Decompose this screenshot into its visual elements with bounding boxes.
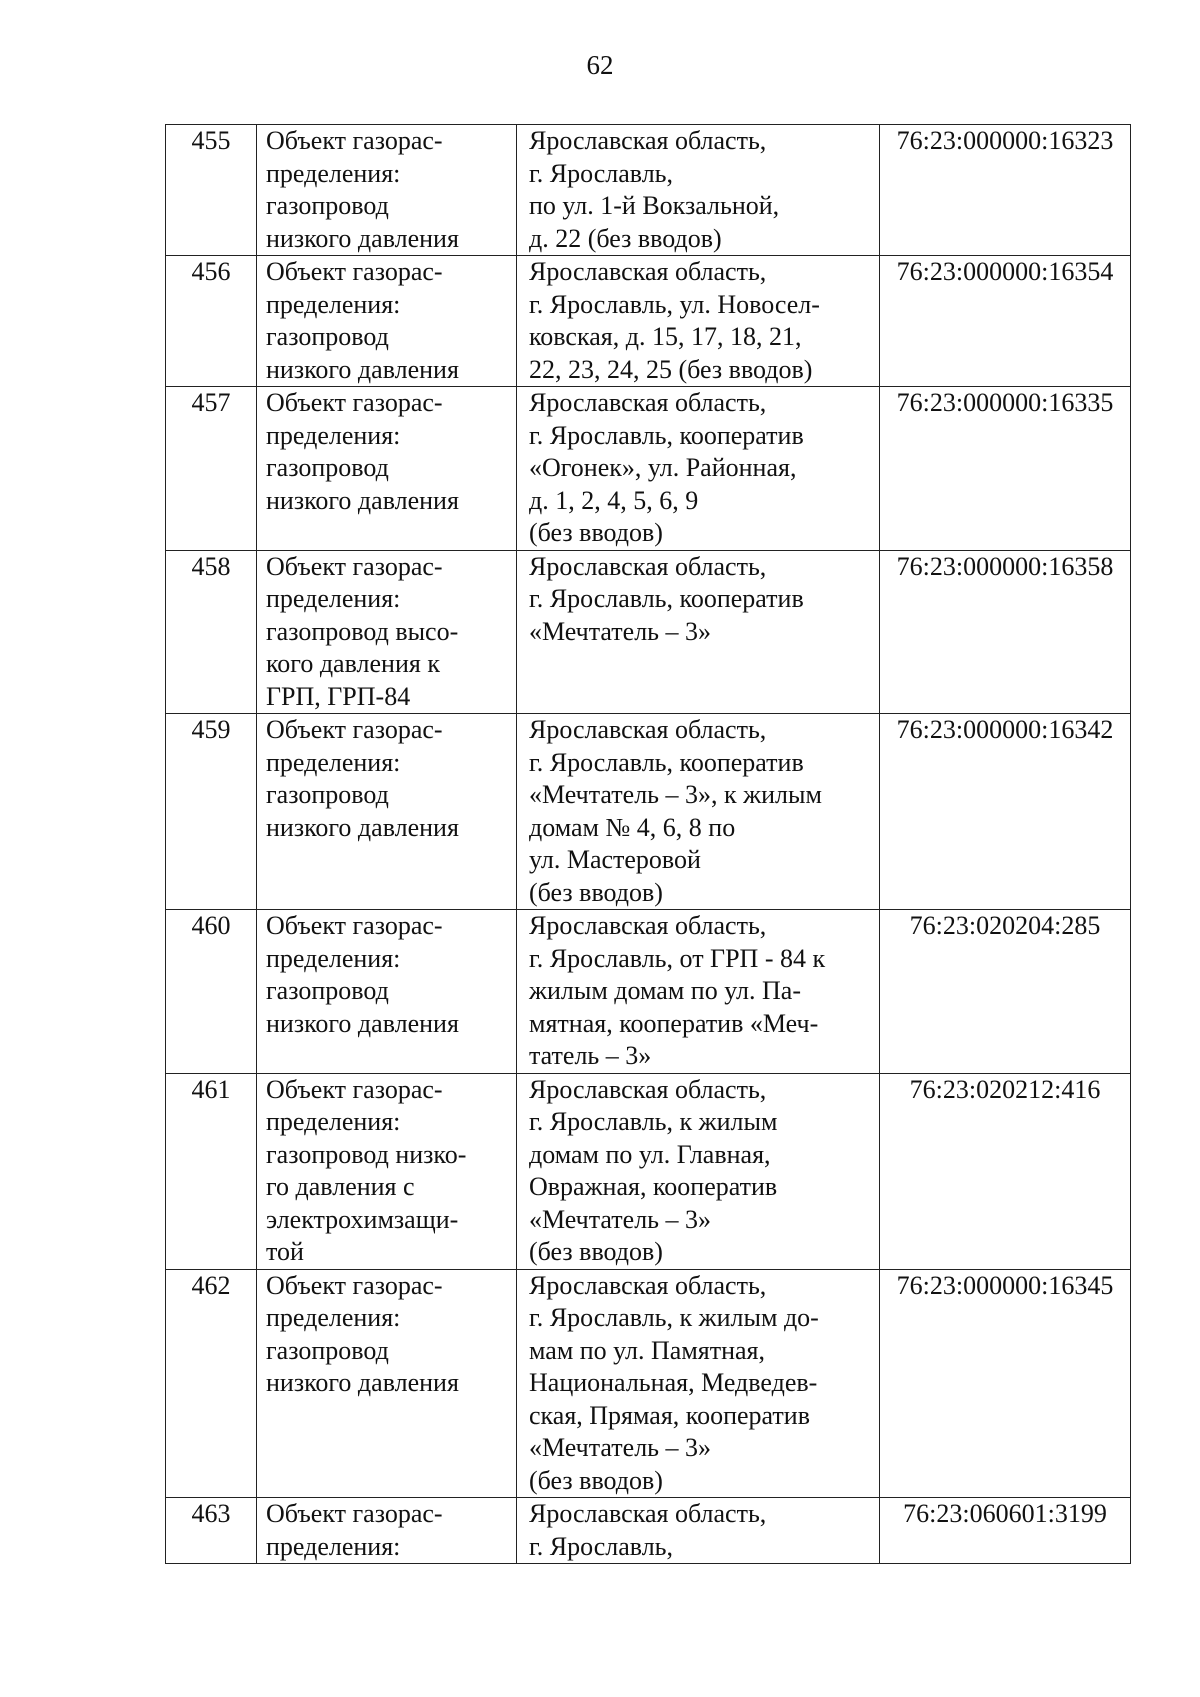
address-line: Ярославская область,: [529, 715, 767, 744]
address-line: (без вводов): [529, 877, 663, 907]
address-cell: [517, 1269, 880, 1498]
address-cell: [517, 910, 880, 1074]
table-row: [166, 1269, 1131, 1498]
table-body: [166, 125, 1131, 1564]
object-name-line: пределения:: [266, 747, 401, 777]
address-line: г. Ярославль,: [529, 1531, 674, 1561]
object-name-line: низкого давления: [266, 223, 459, 253]
address-line: (без вводов): [529, 1237, 663, 1266]
address-line: 22, 23, 24, 25 (без вводов): [529, 354, 813, 384]
address-line: ская, Прямая, кооператив: [529, 1400, 810, 1430]
address-line: Ярославская область,: [529, 388, 767, 417]
object-name-line: низкого давления: [266, 812, 459, 842]
row-number-cell: 460: [166, 910, 257, 1074]
address-cell: [517, 256, 880, 387]
page-number: 62: [586, 50, 614, 80]
address-line: «Мечтатель – 3», к жилым: [529, 780, 822, 809]
address-line: жилым домам по ул. Па-: [529, 976, 801, 1005]
object-name-cell: [257, 714, 517, 910]
object-name-line: Объект газорас-: [266, 1270, 443, 1300]
object-name-line: пределения:: [266, 289, 401, 319]
object-name-line: Объект газорас-: [266, 1074, 443, 1104]
address-line: (без вводов): [529, 1465, 663, 1495]
cadastral-number-cell: 76:23:000000:16345: [880, 1269, 1131, 1498]
object-name-line: газопровод: [266, 191, 389, 220]
object-name-line: пределения:: [266, 584, 401, 613]
row-number-cell: 455: [166, 125, 257, 256]
object-name-line: Объект газорас-: [266, 126, 443, 155]
object-name-line: Объект газорас-: [266, 257, 443, 286]
cadastral-number-cell: 76:23:020204:285: [880, 910, 1131, 1074]
object-name-line: го давления с: [266, 1172, 415, 1201]
object-name-line: низкого давления: [266, 354, 459, 384]
table-row: [166, 910, 1131, 1074]
table-row: [166, 1498, 1131, 1564]
address-line: д. 22 (без вводов): [529, 223, 722, 253]
object-name-line: низкого давления: [266, 485, 459, 515]
object-name-cell: [257, 1498, 517, 1564]
address-line: «Мечтатель – 3»: [529, 616, 712, 646]
address-cell: [517, 387, 880, 551]
row-number-cell: 459: [166, 714, 257, 910]
address-line: г. Ярославль, кооператив: [529, 584, 804, 613]
object-name-line: пределения:: [266, 1107, 401, 1136]
object-name-cell: [257, 387, 517, 551]
object-name-line: газопровод: [266, 976, 389, 1005]
table-row: [166, 550, 1131, 714]
object-name-line: газопровод: [266, 322, 389, 351]
address-line: «Мечтатель – 3»: [529, 1204, 712, 1234]
address-line: татель – 3»: [529, 1041, 652, 1070]
address-line: домам по ул. Главная,: [529, 1139, 771, 1169]
object-name-line: Объект газорас-: [266, 388, 443, 417]
cadastral-number-cell: 76:23:000000:16335: [880, 387, 1131, 551]
address-line: «Огонек», ул. Районная,: [529, 453, 797, 482]
table-row: [166, 125, 1131, 256]
row-number-cell: 463: [166, 1498, 257, 1564]
row-number-cell: 458: [166, 550, 257, 714]
object-name-line: кого давления к: [266, 649, 440, 678]
table-row: [166, 714, 1131, 910]
address-line: Ярославская область,: [529, 551, 767, 581]
object-name-line: газопровод: [266, 780, 389, 809]
row-number-cell: 462: [166, 1269, 257, 1498]
address-line: «Мечтатель – 3»: [529, 1433, 712, 1462]
row-number-cell: 457: [166, 387, 257, 551]
address-cell: [517, 550, 880, 714]
address-line: Ярославская область,: [529, 257, 767, 286]
object-name-line: газопровод: [266, 1335, 389, 1365]
object-name-cell: [257, 1073, 517, 1269]
object-name-cell: [257, 910, 517, 1074]
address-cell: [517, 1498, 880, 1564]
object-name-line: пределения:: [266, 1531, 401, 1561]
address-cell: [517, 125, 880, 256]
object-name-line: Объект газорас-: [266, 715, 443, 744]
object-name-line: Объект газорас-: [266, 911, 443, 940]
object-name-cell: [257, 1269, 517, 1498]
row-number-cell: 456: [166, 256, 257, 387]
cadastral-number-cell: 76:23:000000:16342: [880, 714, 1131, 910]
address-line: Ярославская область,: [529, 1499, 767, 1528]
row-number-cell: 461: [166, 1073, 257, 1269]
object-name-line: Объект газорас-: [266, 1499, 443, 1528]
cadastral-number-cell: 76:23:000000:16358: [880, 550, 1131, 714]
cadastral-number-cell: 76:23:060601:3199: [880, 1498, 1131, 1564]
table-row: [166, 256, 1131, 387]
address-cell: [517, 714, 880, 910]
cadastral-number-cell: 76:23:000000:16323: [880, 125, 1131, 256]
object-name-line: пределения:: [266, 943, 401, 973]
object-name-line: Объект газорас-: [266, 551, 443, 581]
address-line: Ярославская область,: [529, 1270, 767, 1300]
object-name-line: той: [266, 1237, 304, 1266]
object-name-line: ГРП, ГРП-84: [266, 681, 411, 711]
address-line: ул. Мастеровой: [529, 845, 701, 874]
address-line: Ярославская область,: [529, 1074, 767, 1104]
address-line: г. Ярославль, к жилым: [529, 1107, 778, 1136]
address-line: Ярославская область,: [529, 911, 767, 940]
address-line: домам № 4, 6, 8 по: [529, 812, 736, 842]
address-line: (без вводов): [529, 518, 663, 547]
gas-objects-table: [165, 124, 1131, 1564]
address-line: Ярославская область,: [529, 126, 767, 155]
address-line: г. Ярославль, ул. Новосел-: [529, 289, 820, 319]
object-name-cell: [257, 125, 517, 256]
address-line: мам по ул. Памятная,: [529, 1335, 766, 1365]
address-line: г. Ярославль, кооператив: [529, 420, 804, 450]
object-name-line: газопровод высо-: [266, 616, 459, 646]
object-name-line: газопровод: [266, 453, 389, 482]
address-line: Овражная, кооператив: [529, 1172, 778, 1201]
address-line: Национальная, Медведев-: [529, 1368, 818, 1397]
address-line: г. Ярославль,: [529, 158, 674, 188]
object-name-line: пределения:: [266, 420, 401, 450]
address-cell: [517, 1073, 880, 1269]
address-line: по ул. 1-й Вокзальной,: [529, 191, 780, 220]
cadastral-number-cell: 76:23:020212:416: [880, 1073, 1131, 1269]
object-name-line: газопровод низко-: [266, 1139, 467, 1169]
cadastral-number-cell: 76:23:000000:16354: [880, 256, 1131, 387]
object-name-line: электрохимзащи-: [266, 1204, 459, 1234]
address-line: мятная, кооператив «Меч-: [529, 1008, 819, 1038]
table-row: [166, 387, 1131, 551]
object-name-line: пределения:: [266, 158, 401, 188]
object-name-cell: [257, 256, 517, 387]
object-name-line: пределения:: [266, 1303, 401, 1332]
address-line: г. Ярославль, к жилым до-: [529, 1303, 819, 1332]
object-name-line: низкого давления: [266, 1008, 459, 1038]
object-name-cell: [257, 550, 517, 714]
address-line: д. 1, 2, 4, 5, 6, 9: [529, 485, 699, 515]
object-name-line: низкого давления: [266, 1368, 459, 1397]
address-line: ковская, д. 15, 17, 18, 21,: [529, 322, 802, 351]
address-line: г. Ярославль, кооператив: [529, 747, 804, 777]
address-line: г. Ярославль, от ГРП - 84 к: [529, 943, 826, 973]
table-row: [166, 1073, 1131, 1269]
